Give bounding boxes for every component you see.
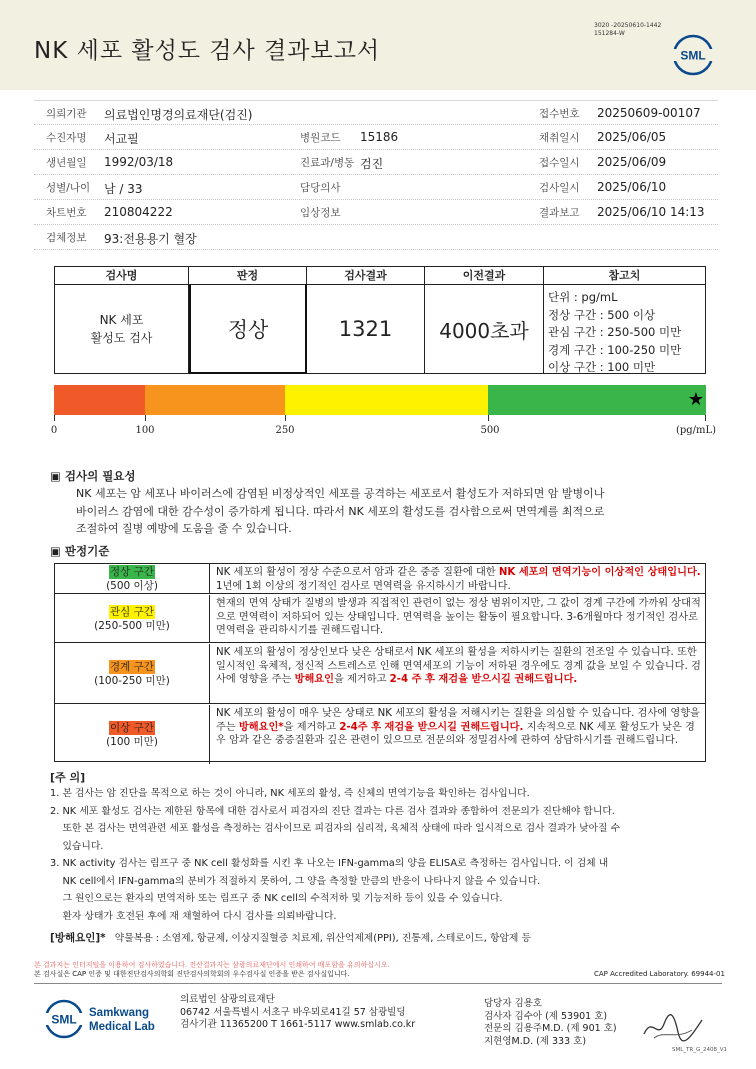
info-value: 2025/06/09 [597,155,667,169]
criteria-category [55,705,210,764]
info-label: 담당의사 [300,182,341,194]
test-name-line: 활성도 검사 [90,331,153,345]
criteria-description [216,566,704,593]
criteria-category-range: (100-250 미만) [94,674,170,687]
criteria-text: 을 제거하고 [283,721,340,733]
signature-icon [640,1010,706,1044]
scale-tick-label: 250 [275,425,295,436]
info-label: 의뢰기관 [46,108,87,120]
info-value: 15186 [360,130,399,144]
criteria-table [54,563,706,762]
criteria-text: 1년에 1회 이상의 정기적인 검사로 면역력을 유지하시기 바랍니다. [216,580,511,592]
document-code [594,22,661,38]
necessity-line: NK 세포는 암 세포나 바이러스에 감염된 비정상적인 세포를 공격하는 세포로서 활성도가 저하되면 암 발병이나 [76,487,605,500]
criteria-text: 지속적으로 NK 세포 활성도가 낮은 경우 암과 같은 중증질환과 깊은 관련이 있으므로 전문의와 정밀검사에 관하여 상담하시기를 권해드립니다. [216,721,695,746]
document-code-line: 151284-W [594,30,625,37]
necessity-line: 바이러스 감염에 대한 감수성이 증가하게 됩니다. 따라서 NK 세포의 활성도를 검사함으로써 면역계를 최적으로 [76,504,605,518]
reference-line: 이상 구간 : 100 미만 [548,360,656,373]
interference-text: 약물복용 : 소염제, 항균제, 이상지질혈증 치료제, 위산억제제(PPI), 진통제, 스테로이드, 항암제 등 [114,933,531,944]
note-line: 3. NK activity 검사는 림프구 중 NK cell 활성화를 시킨 후 나오는 IFN-gamma의 양을 ELISA로 측정하는 검사입니다. 이 검체 내 [50,858,609,869]
note-line: 그 원인으로는 환자의 면역저하 또는 림프구 중 NK cell의 수적저하 및 기능저하 등이 있을 수 있습니다. [50,893,503,904]
scale-segment-caution [285,385,488,415]
criteria-emphasis: 방해요인 [294,674,334,685]
sml-footer-logo-icon [44,999,84,1039]
info-value: 남 / 33 [104,182,143,196]
activity-scale-bar [54,385,706,415]
note-line: 1. 본 검사는 암 진단을 목적으로 하는 것이 아니라, NK 세포의 활성, 즉 신체의 면역기능을 확인하는 검사입니다. [50,788,530,799]
scale-segment-abnormal [54,385,145,415]
criteria-text: 현재의 면역 상태가 질병의 발생과 직접적인 관련이 없는 정상 범위이지만, 그 값이 경계 구간에 가까워 상대적으로 면역력이 저하되어 있는 상태입니다. 면역력을 높이는 활동이 필요합니다. 3-6개월마다 정기적인 검사로 면역력을 관리하시기를 권해드립니다. [216,598,701,636]
interference-note [50,930,730,948]
criteria-category [55,595,210,642]
scale-tick-label: 500 [480,425,500,436]
result-value: 1321 [307,285,425,373]
info-value: 20250609-00107 [597,106,701,120]
info-row [34,175,718,200]
result-reference [544,285,705,373]
criteria-text: NK 세포의 활성이 정상 수준으로서 암과 같은 중증 질환에 대한 [216,567,499,578]
info-value: 210804222 [104,205,173,219]
info-value: 2025/06/10 [597,180,667,194]
result-marker-star-icon: ★ [687,389,704,410]
info-value: 2025/06/10 14:13 [597,205,705,219]
info-label: 검체정보 [46,232,87,244]
info-row [34,150,718,175]
notes-list [50,785,730,925]
document-code-line: 3020 -20250610-1442 [594,22,662,29]
staff-line: 전문의 김용주M.D. (제 901 호) [484,1023,617,1034]
criteria-category-range: (100 미만) [106,735,158,748]
criteria-row [55,705,705,764]
info-value: 2025/06/05 [597,130,667,144]
criteria-emphasis: NK 세포의 면역기능이 이상적인 상태입니다. [498,567,701,578]
criteria-description [216,707,704,748]
form-code: SML_TR_G_2408_V1 [672,1047,728,1053]
cap-accreditation: CAP Accredited Laboratory. 69944-01 [594,970,725,978]
reference-line: 정상 구간 : 500 이상 [548,307,656,322]
note-line: 2. NK 세포 활성도 검사는 제한된 항목에 대한 검사로서 피검자의 진단 결과는 다른 검사 결과와 종합하여 전문의가 진단해야 합니다. [50,805,615,817]
result-header-previous: 이전결과 [425,267,544,285]
result-header-judgement: 판정 [189,267,307,285]
brand-line: Medical Lab [89,1021,155,1033]
footer-disclaimer-red: 본 결과지는 인터지털을 이용하여 검사하였습니다. 전산결과지는 삼광의료재단에서 인쇄하여 배포함을 유의하십시오. [34,961,390,969]
info-label: 임상정보 [300,207,341,219]
scale-tick [488,415,489,421]
info-label: 검사일시 [539,182,580,194]
criteria-category [55,644,210,703]
interference-label: [방해요인]* [50,932,106,944]
criteria-description [216,597,704,638]
info-label: 병원코드 [300,132,341,144]
criteria-category-name: 정상 구간 [110,565,154,578]
necessity-heading: ▣ 검사의 필요성 [50,469,136,483]
organization-info [180,994,415,1032]
scale-tick [145,415,146,421]
info-label: 수진자명 [46,132,87,144]
info-label: 결과보고 [539,207,580,219]
info-label: 접수번호 [539,108,580,120]
result-header-value: 검사결과 [307,267,425,285]
criteria-row [55,595,705,643]
info-row [34,225,718,250]
footer-logo-text: SML [51,1012,77,1027]
result-judgement: 정상 [189,285,307,374]
scale-tick [705,415,706,421]
info-label: 채취일시 [539,132,580,144]
logo-text: SML [680,48,706,63]
info-value: 1992/03/18 [104,155,174,169]
scale-ticks [50,415,717,439]
criteria-row [55,644,705,704]
criteria-text: NK 세포의 활성이 정상인보다 낮은 상태로서 NK 세포의 활성을 저하시키는 질환의 전조일 수 있습니다. 또한 일시적인 육체적, 정신적 스트레스로 인해 면역세포의 기능이 저하된 경우에도 경계 값을 보일 수 있습니다. 검사에 영향을 주는 [216,647,701,685]
criteria-category-name: 관심 구간 [110,605,154,618]
brand-name [89,1006,155,1034]
staff-line: 지현영M.D. (제 333 호) [484,1035,587,1047]
reference-line: 관심 구간 : 250-500 미만 [548,325,682,339]
staff-line: 검사자 김수아 (제 53901 호) [484,1010,608,1022]
info-value: 93:전용용기 혈장 [104,232,197,246]
criteria-description [216,646,704,687]
note-line: NK cell에서 IFN-gamma의 분비가 적절하지 못하여, 그 양을 측정할 만큼의 반응이 나타나지 않을 수 있습니다. [50,875,541,887]
footer-divider [34,983,722,984]
note-line: 또한 본 검사는 면역관련 세포 활성을 측정하는 검사이므로 피검자의 심리적, 육체적 상태에 따라 일시적으로 검사 결과가 낮아질 수 [50,823,621,834]
criteria-row [55,564,705,594]
scale-segment-borderline [145,385,285,415]
info-label: 접수일시 [539,157,580,169]
necessity-text [76,485,716,538]
notes-heading: [주 의] [50,771,86,784]
criteria-text: NK 세포의 활성이 매우 낮은 상태로 NK 세포의 활성을 저해시키는 질환을 의심할 수 있습니다. 검사에 영향을 주는 [216,708,700,733]
info-value: 의료법인명경의료재단(검진) [104,108,253,122]
reference-line: 경계 구간 : 100-250 미만 [548,342,682,357]
criteria-category-range: (250-500 미만) [94,619,170,632]
criteria-emphasis: 2-4주 후 재검을 받으시길 권해드립니다. [339,721,524,733]
scale-tick [54,415,55,421]
result-test-name [55,285,189,373]
brand-line: Samkwang [89,1007,150,1019]
result-previous: 4000초과 [425,285,544,373]
info-label: 성별/나이 [46,182,91,194]
scale-tick [285,415,286,421]
org-license: 검사기관 11365200 T 1661-5117 www.smlab.co.kr [180,1019,416,1030]
reference-line: 단위 : pg/mL [548,290,618,304]
result-header-reference: 참고치 [544,267,705,285]
criteria-heading: ▣ 판정기준 [50,544,110,558]
result-table [54,266,706,374]
info-row [34,100,718,125]
footer-disclaimer: 본 검사실은 CAP 인증 및 대한진단검사의학회 진단검사의학회의 우수검사실 인증을 받은 검사실입니다. [34,970,350,978]
sml-logo-icon [672,34,714,76]
scale-tick-label: 100 [135,425,155,436]
result-header-test: 검사명 [55,267,189,285]
info-value: 서교필 [104,132,139,146]
info-label: 진료과/병동 [300,157,355,169]
criteria-text: 을 제거하고 [333,674,390,685]
org-address: 06742 서울특별시 서초구 바우뫼로41길 57 삼광빌딩 [180,1006,406,1018]
criteria-emphasis: 방해요인* [238,721,284,733]
report-title: NK 세포 활성도 검사 결과보고서 [34,38,381,64]
info-row [34,200,718,225]
criteria-category-name: 경계 구간 [110,660,154,673]
criteria-category-name: 이상 구간 [110,721,154,734]
note-line: 환자 상태가 호전된 후에 재 채혈하여 다시 검사를 의뢰바랍니다. [50,910,337,922]
info-row [34,125,718,150]
staff-line: 담당자 김용호 [484,998,543,1009]
scale-segment-normal [488,385,706,415]
criteria-emphasis: 2-4 주 후 재검을 받으시길 권해드립니다. [389,674,578,685]
test-name-line: NK 세포 [99,313,144,327]
criteria-category [55,564,210,593]
necessity-line: 조절하여 질병 예방에 도움을 줄 수 있습니다. [76,522,292,535]
note-line: 있습니다. [50,840,104,852]
staff-list [484,998,617,1048]
scale-unit-label: (pg/mL) [675,425,717,436]
info-label: 생년월일 [46,157,87,169]
scale-tick-label: 0 [50,425,58,436]
info-value: 검진 [360,157,384,171]
org-name: 의료법인 삼광의료재단 [180,994,275,1005]
criteria-category-range: (500 이상) [106,579,158,592]
info-label: 차트번호 [46,207,87,219]
